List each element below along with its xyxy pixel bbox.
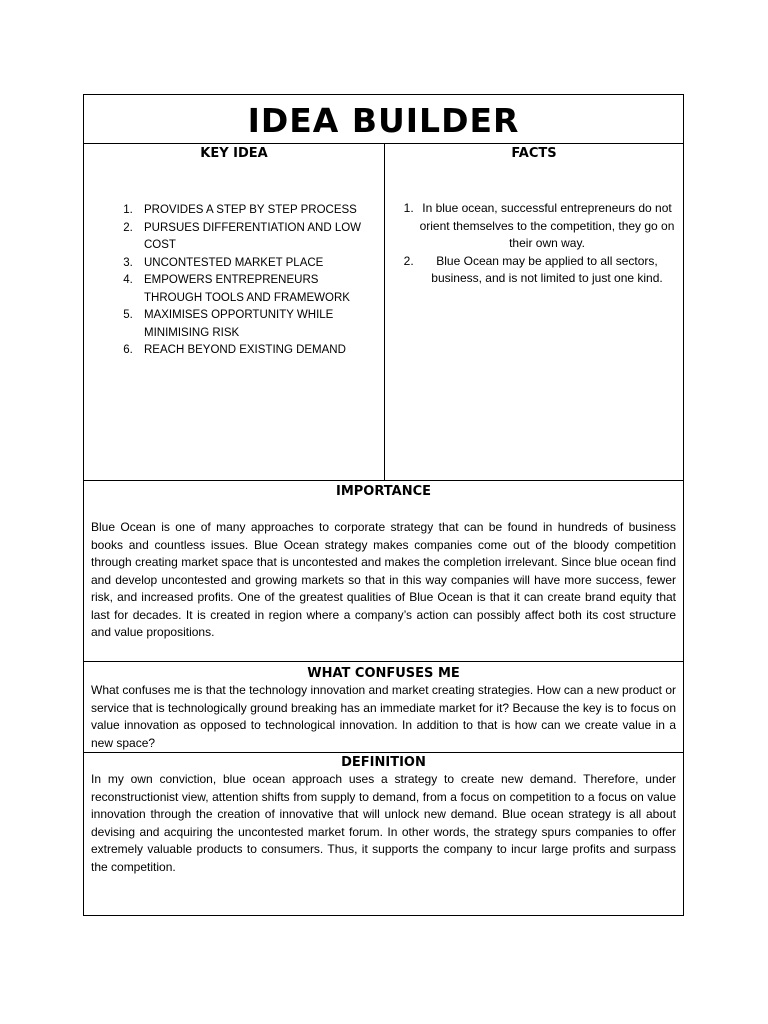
facts-heading: FACTS — [511, 146, 557, 161]
definition-section — [84, 752, 683, 915]
what-confuses-me-heading: WHAT CONFUSES ME — [307, 666, 460, 681]
key-idea-item: 6. REACH BEYOND EXISTING DEMAND — [136, 342, 364, 360]
key-idea-heading: KEY IDEA — [200, 146, 268, 161]
facts-list — [385, 200, 683, 288]
key-idea-item: 5. MAXIMISES OPPORTUNITY WHILE MINIMISING RISK — [136, 307, 364, 342]
title-row — [84, 95, 683, 144]
definition-body: In my own conviction, blue ocean approach uses a strategy to create new demand. Therefore, under reconstructionist view, attention shifts from supply to demand, from a focus on competition to a focus on value innovation through the creation of innovative that will unlock new demand. Blue ocean strategy is all about devising and acquiring the uncontested market forum. In other words, the strategy spurs companies to offer extremely valuable products to consumers. Thus, it supports the company to incur large profits and surpass the competition. — [91, 772, 676, 874]
fact-item: 2. Blue Ocean may be applied to all sectors, business, and is not limited to just one kind. — [417, 253, 675, 288]
key-idea-item: 3. UNCONTESTED MARKET PLACE — [136, 255, 364, 273]
document-title: IDEA BUILDER — [247, 101, 520, 140]
what-confuses-me-section — [84, 661, 683, 753]
importance-heading: IMPORTANCE — [336, 484, 431, 499]
importance-section — [84, 480, 683, 662]
key-idea-item: 1. PROVIDES A STEP BY STEP PROCESS — [136, 202, 364, 220]
key-idea-list — [84, 202, 384, 360]
idea-builder-sheet — [83, 94, 684, 916]
fact-item: 1. In blue ocean, successful entrepreneurs do not orient themselves to the competition, they go on their own way. — [417, 200, 675, 253]
facts-cell — [385, 143, 683, 480]
key-idea-item: 2. PURSUES DIFFERENTIATION AND LOW COST — [136, 220, 364, 255]
key-idea-item: 4. EMPOWERS ENTREPRENEURS THROUGH TOOLS AND FRAMEWORK — [136, 272, 364, 307]
definition-heading: DEFINITION — [341, 755, 426, 770]
what-confuses-me-body: What confuses me is that the technology innovation and market creating strategies. How can a new product or service that is technologically ground breaking has an immediate market for it? Because the key is to focus on value innovation as opposed to technological innovation. In addition to that is how can we create value in a new space? — [91, 683, 676, 750]
importance-body: Blue Ocean is one of many approaches to corporate strategy that can be found in hundreds of business books and countless issues. Blue Ocean strategy makes companies come out of the bloody competition through creating market space that is uncontested and makes the completion irrelevant. Since blue ocean find and develop uncontested and growing markets so that in this way companies will have more success, fewer risk, and increased profits. One of the greatest qualities of Blue Ocean is that it can create brand equity that last for decades. It is created in region where a company’s action can possibly affect both its cost structure and value propositions. — [91, 520, 676, 639]
key-idea-cell — [84, 143, 385, 480]
key-idea-facts-row — [84, 143, 683, 481]
